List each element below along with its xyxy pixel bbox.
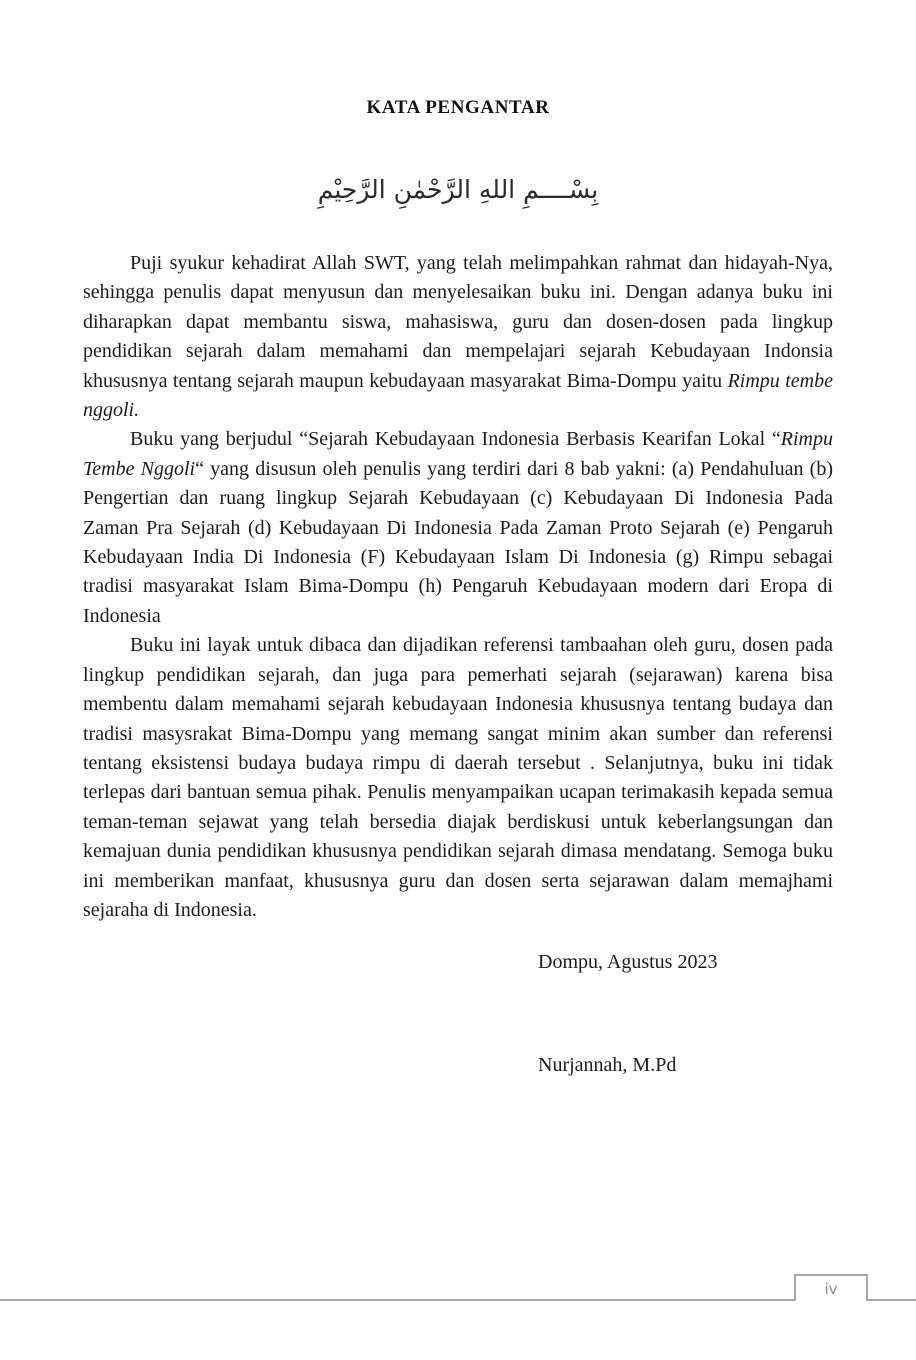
- body-text-block: [83, 249, 833, 925]
- paragraph-2-italic-phrase: Rimpu Tembe Nggoli: [83, 428, 833, 480]
- bismillah-calligraphy: بِسْــــمِ اللهِ الرَّحْمٰنِ الرَّحِيْمِ: [317, 175, 599, 204]
- paragraph-2-rest-text: “ yang disusun oleh penulis yang terdiri dari 8 bab yakni: (a) Pendahuluan (b) Pengertian dan ruang lingkup Sejarah Kebudayaan (c) Kebudayaan Di Indonesia Pada Zaman Pra Sejarah (d) Kebudayaan Di Indonesia Pada Zaman Proto Sejarah (e) Pengaruh Kebudayaan India Di Indonesia (F) Kebudayaan Islam Di Indonesia (g) Rimpu sebagai tradisi masyarakat Islam Bima-Dompu (h) Pengaruh Kebudayaan modern dari Eropa di Indonesia: [83, 457, 834, 627]
- author-name: Nurjannah, M.Pd: [538, 1054, 677, 1077]
- paragraph-3-text: Buku ini layak untuk dibaca dan dijadikan referensi tambaahan oleh guru, dosen pada lingkup pendidikan sejarah, dan juga para pemerhati sejarah (sejarawan) karena bisa membentu dalam memahami sejarah kebudayaan Indonesia khususnya tentang budaya dan tradisi masysrakat Bima-Dompu yang memang sangat minim akan sumber dan referensi tentang eksistensi budaya budaya rimpu di daerah tersebut . Selanjutnya, buku ini tidak terlepas dari bantuan semua pihak. Penulis menyampaikan ucapan terimakasih kepada semua teman-teman sejawat yang telah bersedia diajak berdiskusi untuk keberlangsungan dan kemajuan dunia pendidikan khususnya pendidikan sejarah dimasa mendatang. Semoga buku ini memberikan manfaat, khususnya guru dan dosen serta sejarawan dalam memajhami sejaraha di Indonesia.: [83, 634, 833, 921]
- body-paragraph-1: [83, 249, 833, 425]
- body-paragraph-3: [83, 631, 833, 925]
- closing-date-line: Dompu, Agustus 2023: [538, 951, 718, 974]
- body-paragraph-2: [83, 425, 833, 631]
- page-number-tab: [794, 1274, 868, 1301]
- page-content: [83, 0, 833, 1077]
- paragraph-2-lead-text: Buku yang berjudul “Sejarah Kebudayaan Indonesia Berbasis Kearifan Lokal “: [130, 428, 781, 451]
- paragraph-1-text: Puji syukur kehadirat Allah SWT, yang telah melimpahkan rahmat dan hidayah-Nya, sehingga penulis dapat menyusun dan menyelesaikan buku ini. Dengan adanya buku ini diharapkan dapat membantu siswa, mahasiswa, guru dan dosen-dosen pada lingkup pendidikan sejarah dalam memahami dan mempelajari sejarah Kebudayaan Indonsia khususnya tentang sejarah maupun kebudayaan masyarakat Bima-Dompu yaitu: [83, 252, 833, 392]
- page-title: KATA PENGANTAR: [366, 97, 550, 118]
- page-number: iv: [824, 1279, 838, 1298]
- paragraph-1-italic-phrase: Rimpu tembe nggoli.: [83, 369, 833, 422]
- footer-rule: [0, 1299, 916, 1301]
